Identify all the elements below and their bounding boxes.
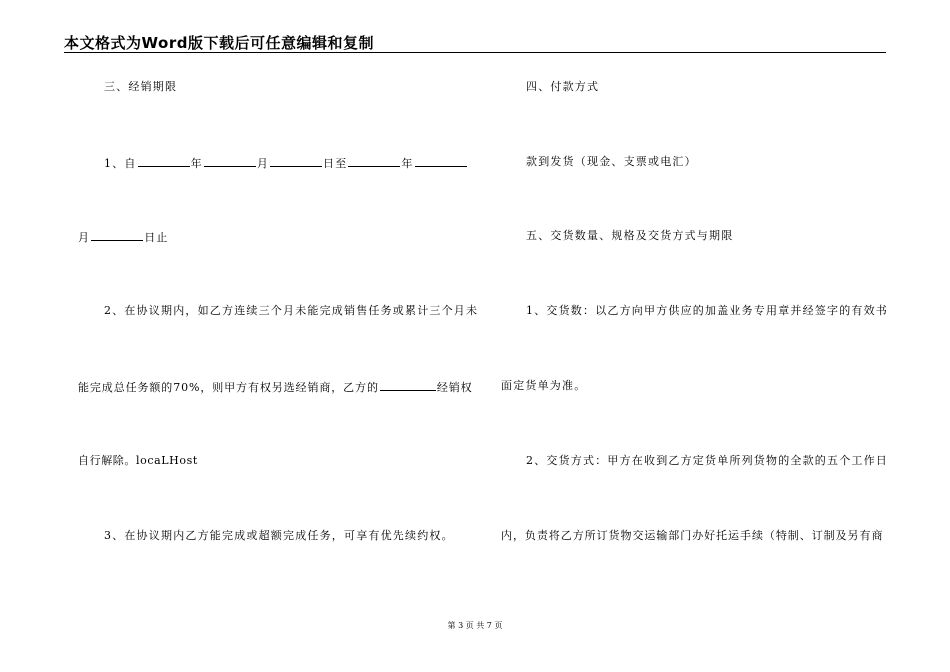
payment-method-text: 款到发货（现金、支票或电汇） (526, 155, 697, 168)
blank-field (415, 155, 467, 167)
clause-2-text: 能完成总任务额的70%，则甲方有权另选经销商，乙方的 (78, 381, 379, 394)
delivery-clause-2-line-1: 2、交货方式：甲方在收到乙方定货单所列货物的全款的五个工作日 (526, 454, 888, 467)
section-4-heading: 四、付款方式 (526, 80, 600, 93)
term-end-line (78, 229, 169, 245)
year-label: 年 (401, 157, 414, 170)
clause-2-line-2 (78, 379, 473, 395)
term-prefix: 1、自 (104, 157, 137, 170)
clause-2-line-3: 自行解除。locaLHost (78, 454, 198, 467)
month-label: 月 (256, 157, 270, 170)
delivery-clause-1-line-2: 面定货单为准。 (501, 379, 587, 392)
clause-3-line: 3、在协议期内乙方能完成或超额完成任务，可享有优先续约权。 (104, 529, 454, 542)
term-dates-line (104, 155, 468, 171)
day-end-label: 日止 (144, 231, 169, 244)
clause-2-line-1: 2、在协议期内，如乙方连续三个月未能完成销售任务或累计三个月未 (104, 304, 479, 317)
section-3-heading: 三、经销期限 (104, 80, 178, 93)
header-divider (64, 52, 886, 53)
day-to-label: 日至 (323, 157, 348, 170)
blank-field (91, 229, 143, 241)
page-number-footer: 第 3 页 共 7 页 (447, 621, 503, 630)
clause-2-suffix: 经销权 (436, 381, 473, 394)
section-5-heading: 五、交货数量、规格及交货方式与期限 (526, 229, 734, 242)
blank-field (270, 155, 322, 167)
delivery-clause-2-line-2: 内，负责将乙方所订货物交运输部门办好托运手续（特制、订制及另有商 (501, 529, 884, 542)
blank-field (138, 155, 190, 167)
document-header-title: 本文格式为Word版下载后可任意编辑和复制 (64, 34, 374, 52)
blank-field (348, 155, 400, 167)
month-label: 月 (78, 231, 91, 244)
delivery-clause-1-line-1: 1、交货数：以乙方向甲方供应的加盖业务专用章并经签字的有效书 (526, 304, 888, 317)
blank-field (204, 155, 256, 167)
blank-field (380, 379, 436, 391)
year-label: 年 (190, 157, 203, 170)
